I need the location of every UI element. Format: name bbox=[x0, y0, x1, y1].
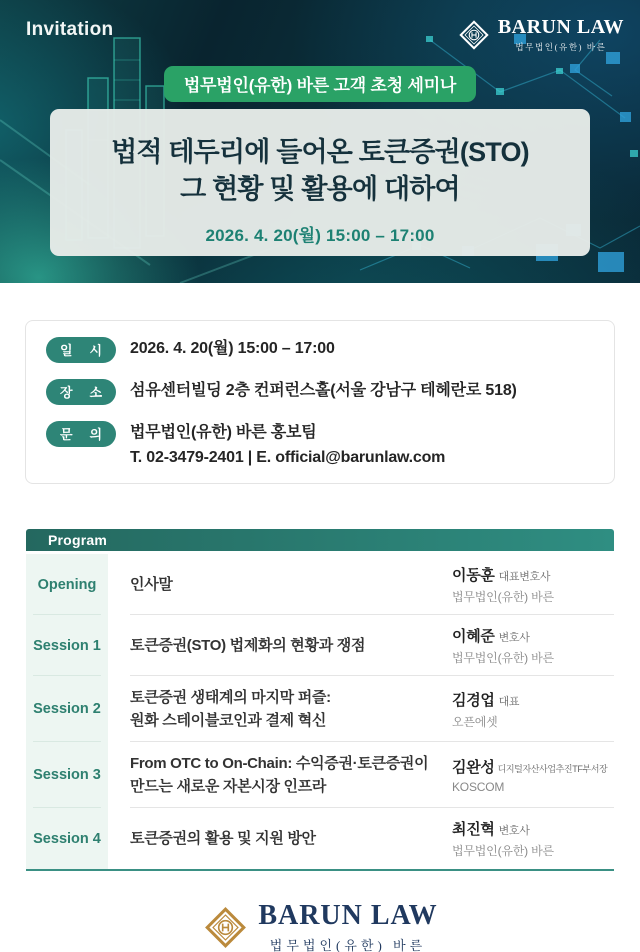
seminar-datetime: 2026. 4. 20(월) 15:00 – 17:00 bbox=[205, 226, 435, 245]
session-speaker: 김완성 디지털자산사업추진TF부서장 KOSCOM bbox=[452, 759, 608, 794]
invitation-label: Invitation bbox=[26, 19, 114, 40]
footer-brand-korean: 법무법인(유한) 바른 bbox=[269, 938, 427, 952]
seminar-title-panel bbox=[50, 109, 590, 256]
session-label: Session 2 bbox=[26, 676, 108, 742]
session-title: 토큰증권 생태계의 마지막 퍼즐: 원화 스테이블코인과 결제 혁신 bbox=[130, 689, 331, 729]
session-title: 인사말 bbox=[130, 576, 173, 593]
hero-top-bar bbox=[0, 0, 640, 53]
venue-value: 섬유센터빌딩 2층 컨퍼런스홀(서울 강남구 테헤란로 518) bbox=[130, 382, 517, 399]
date-value: 2026. 4. 20(월) 15:00 – 17:00 bbox=[130, 340, 335, 357]
program-row-session1 bbox=[26, 615, 614, 676]
session-speaker: 김경업 대표 오픈에셋 bbox=[452, 691, 520, 729]
session-speaker: 이동훈 대표변호사 법무법인(유한) 바른 bbox=[452, 567, 554, 604]
session-title: From OTC to On-Chain: 수익증권·토큰증권이 만드는 새로운 자본시장 인프라 bbox=[130, 755, 429, 795]
barunlaw-diamond-icon bbox=[457, 18, 491, 52]
session-label: Session 4 bbox=[26, 808, 108, 869]
info-row-contact bbox=[46, 420, 600, 470]
session-speaker: 최진혁 변호사 법무법인(유한) 바른 bbox=[452, 821, 554, 858]
program-row-session2 bbox=[26, 676, 614, 742]
footer-brand-name: BARUN LAW bbox=[258, 900, 438, 931]
event-info-card bbox=[25, 320, 615, 484]
venue-label-pill: 장 소 bbox=[46, 379, 116, 405]
barunlaw-diamond-icon-gold bbox=[202, 904, 249, 951]
contact-value: 법무법인(유한) 바른 홍보팀 T. 02-3479-2401 | E. official@barunlaw.com bbox=[130, 420, 445, 470]
brand-name: BARUN LAW bbox=[497, 16, 624, 38]
program-table bbox=[26, 554, 614, 871]
info-row-venue bbox=[46, 378, 600, 405]
program-header: Program bbox=[26, 529, 614, 551]
program-row-session4 bbox=[26, 808, 614, 869]
date-label-pill: 일 시 bbox=[46, 337, 116, 363]
program-row-session3 bbox=[26, 742, 614, 808]
program-row-opening bbox=[26, 554, 614, 615]
session-label: Session 3 bbox=[26, 742, 108, 808]
barunlaw-logo-text bbox=[498, 16, 624, 53]
info-row-date bbox=[46, 336, 600, 363]
barunlaw-logo-white bbox=[457, 16, 624, 53]
session-speaker: 이혜준 변호사 법무법인(유한) 바른 bbox=[452, 628, 554, 665]
program-section bbox=[26, 529, 614, 871]
contact-label-pill: 문 의 bbox=[46, 421, 116, 447]
session-title: 토큰증권의 활용 및 지원 방안 bbox=[130, 830, 316, 847]
footer-logo-text bbox=[258, 900, 437, 952]
session-label: Session 1 bbox=[26, 615, 108, 676]
session-label: Opening bbox=[26, 554, 108, 615]
contact-phone-email: T. 02-3479-2401 | E. official@barunlaw.com bbox=[130, 449, 446, 466]
seminar-title: 법적 테두리에 들어온 토큰증권(STO) 그 현황 및 활용에 대하여 bbox=[111, 137, 529, 204]
hero-banner bbox=[0, 0, 640, 283]
session-title: 토큰증권(STO) 법제화의 현황과 쟁점 bbox=[130, 637, 366, 654]
brand-korean-name: 법무법인(유한) 바른 bbox=[515, 42, 607, 52]
seminar-badge: 법무법인(유한) 바른 고객 초청 세미나 bbox=[164, 66, 476, 102]
footer-logo bbox=[0, 900, 640, 952]
